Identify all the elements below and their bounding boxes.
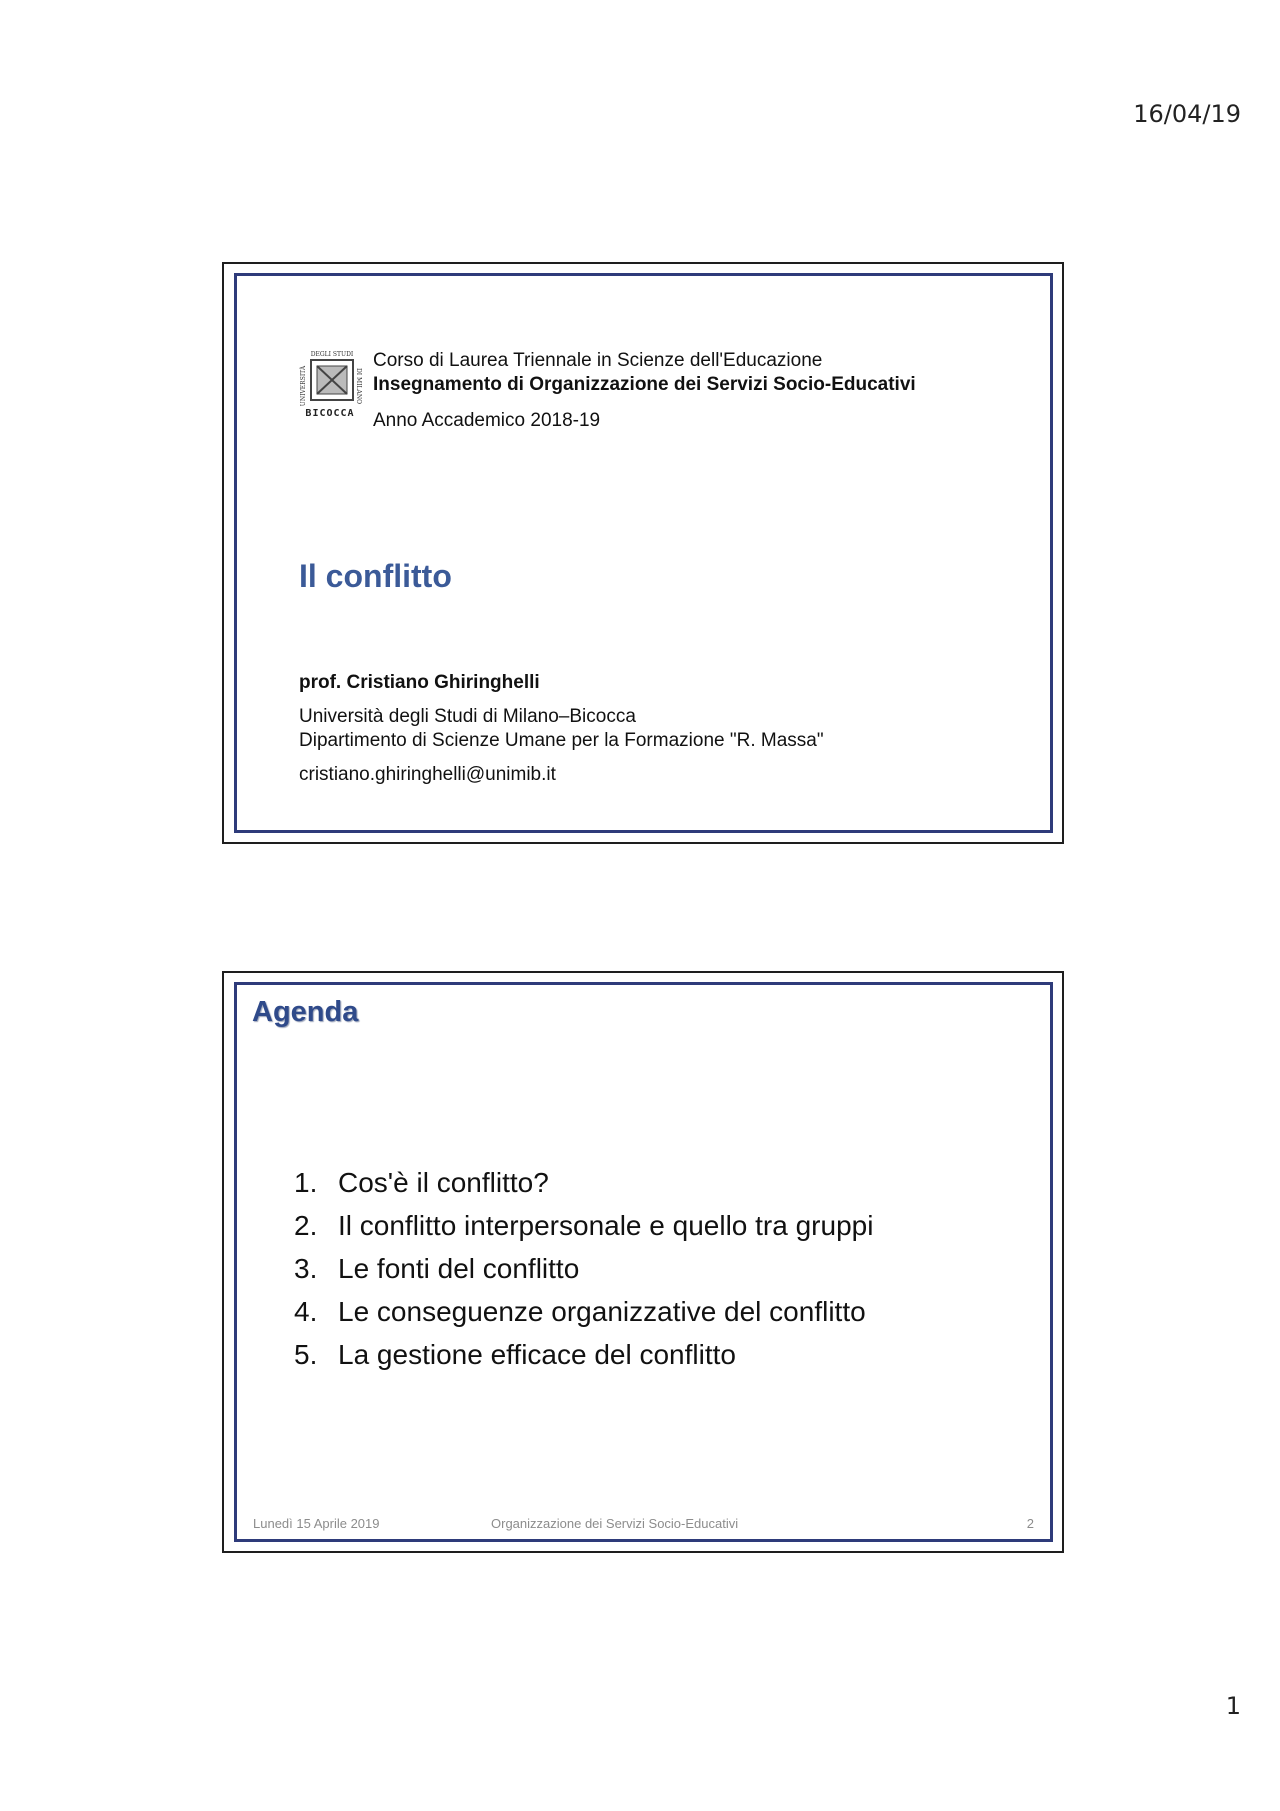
agenda-item-number: 4. — [294, 1296, 318, 1327]
agenda-item-text: Le conseguenze organizzative del conflitto — [338, 1296, 866, 1327]
agenda-item — [294, 1290, 873, 1333]
slide-footer-date: Lunedì 15 Aprile 2019 — [253, 1516, 380, 1531]
author-name: prof. Cristiano Ghiringhelli — [299, 672, 540, 693]
author-info — [299, 671, 824, 787]
slide-footer-course: Organizzazione dei Servizi Socio-Educativi — [491, 1516, 739, 1531]
agenda-item-text: Il conflitto interpersonale e quello tra gruppi — [338, 1210, 874, 1241]
slide-2-frame — [234, 982, 1053, 1542]
agenda-item-text: Le fonti del conflitto — [338, 1253, 580, 1284]
logo-text-right: DI MILANO — [355, 367, 362, 405]
agenda-list — [294, 1161, 873, 1376]
agenda-item-text: La gestione efficace del conflitto — [338, 1339, 736, 1370]
logo-text-left: UNIVERSITÀ — [300, 365, 307, 407]
slide-1 — [222, 262, 1064, 844]
bicocca-logo-icon — [298, 350, 362, 422]
slide-footer-page-number: 2 — [1026, 1516, 1034, 1531]
affiliation-department: Dipartimento di Scienze Umane per la Formazione "R. Massa" — [299, 730, 824, 751]
agenda-title: Agenda — [252, 996, 359, 1028]
slide-title: Il conflitto — [299, 558, 452, 594]
agenda-item-number: 3. — [294, 1253, 318, 1284]
teaching-name: Insegnamento di Organizzazione dei Servizi Socio-Educativi — [373, 374, 916, 395]
agenda-item — [294, 1204, 873, 1247]
agenda-item — [294, 1247, 873, 1290]
agenda-item-text: Cos'è il conflitto? — [338, 1167, 549, 1198]
slide-1-frame — [234, 273, 1053, 833]
agenda-item-number: 1. — [294, 1167, 318, 1198]
logo-text-bottom: BICOCCA — [305, 408, 355, 419]
agenda-item — [294, 1161, 873, 1204]
academic-year: Anno Accademico 2018-19 — [373, 410, 601, 431]
agenda-item-number: 2. — [294, 1210, 318, 1241]
course-name: Corso di Laurea Triennale in Scienze dell'Educazione — [373, 350, 823, 371]
page-date: 16/04/19 — [1133, 100, 1241, 128]
logo-text-top: DEGLI STUDI — [310, 351, 354, 358]
author-email: cristiano.ghiringhelli@unimib.it — [299, 764, 556, 785]
affiliation-university: Università degli Studi di Milano–Bicocca — [299, 706, 636, 727]
agenda-item-number: 5. — [294, 1339, 318, 1370]
agenda-item — [294, 1333, 873, 1376]
page-number: 1 — [1225, 1692, 1241, 1720]
course-info — [373, 349, 916, 433]
slide-2 — [222, 971, 1064, 1553]
